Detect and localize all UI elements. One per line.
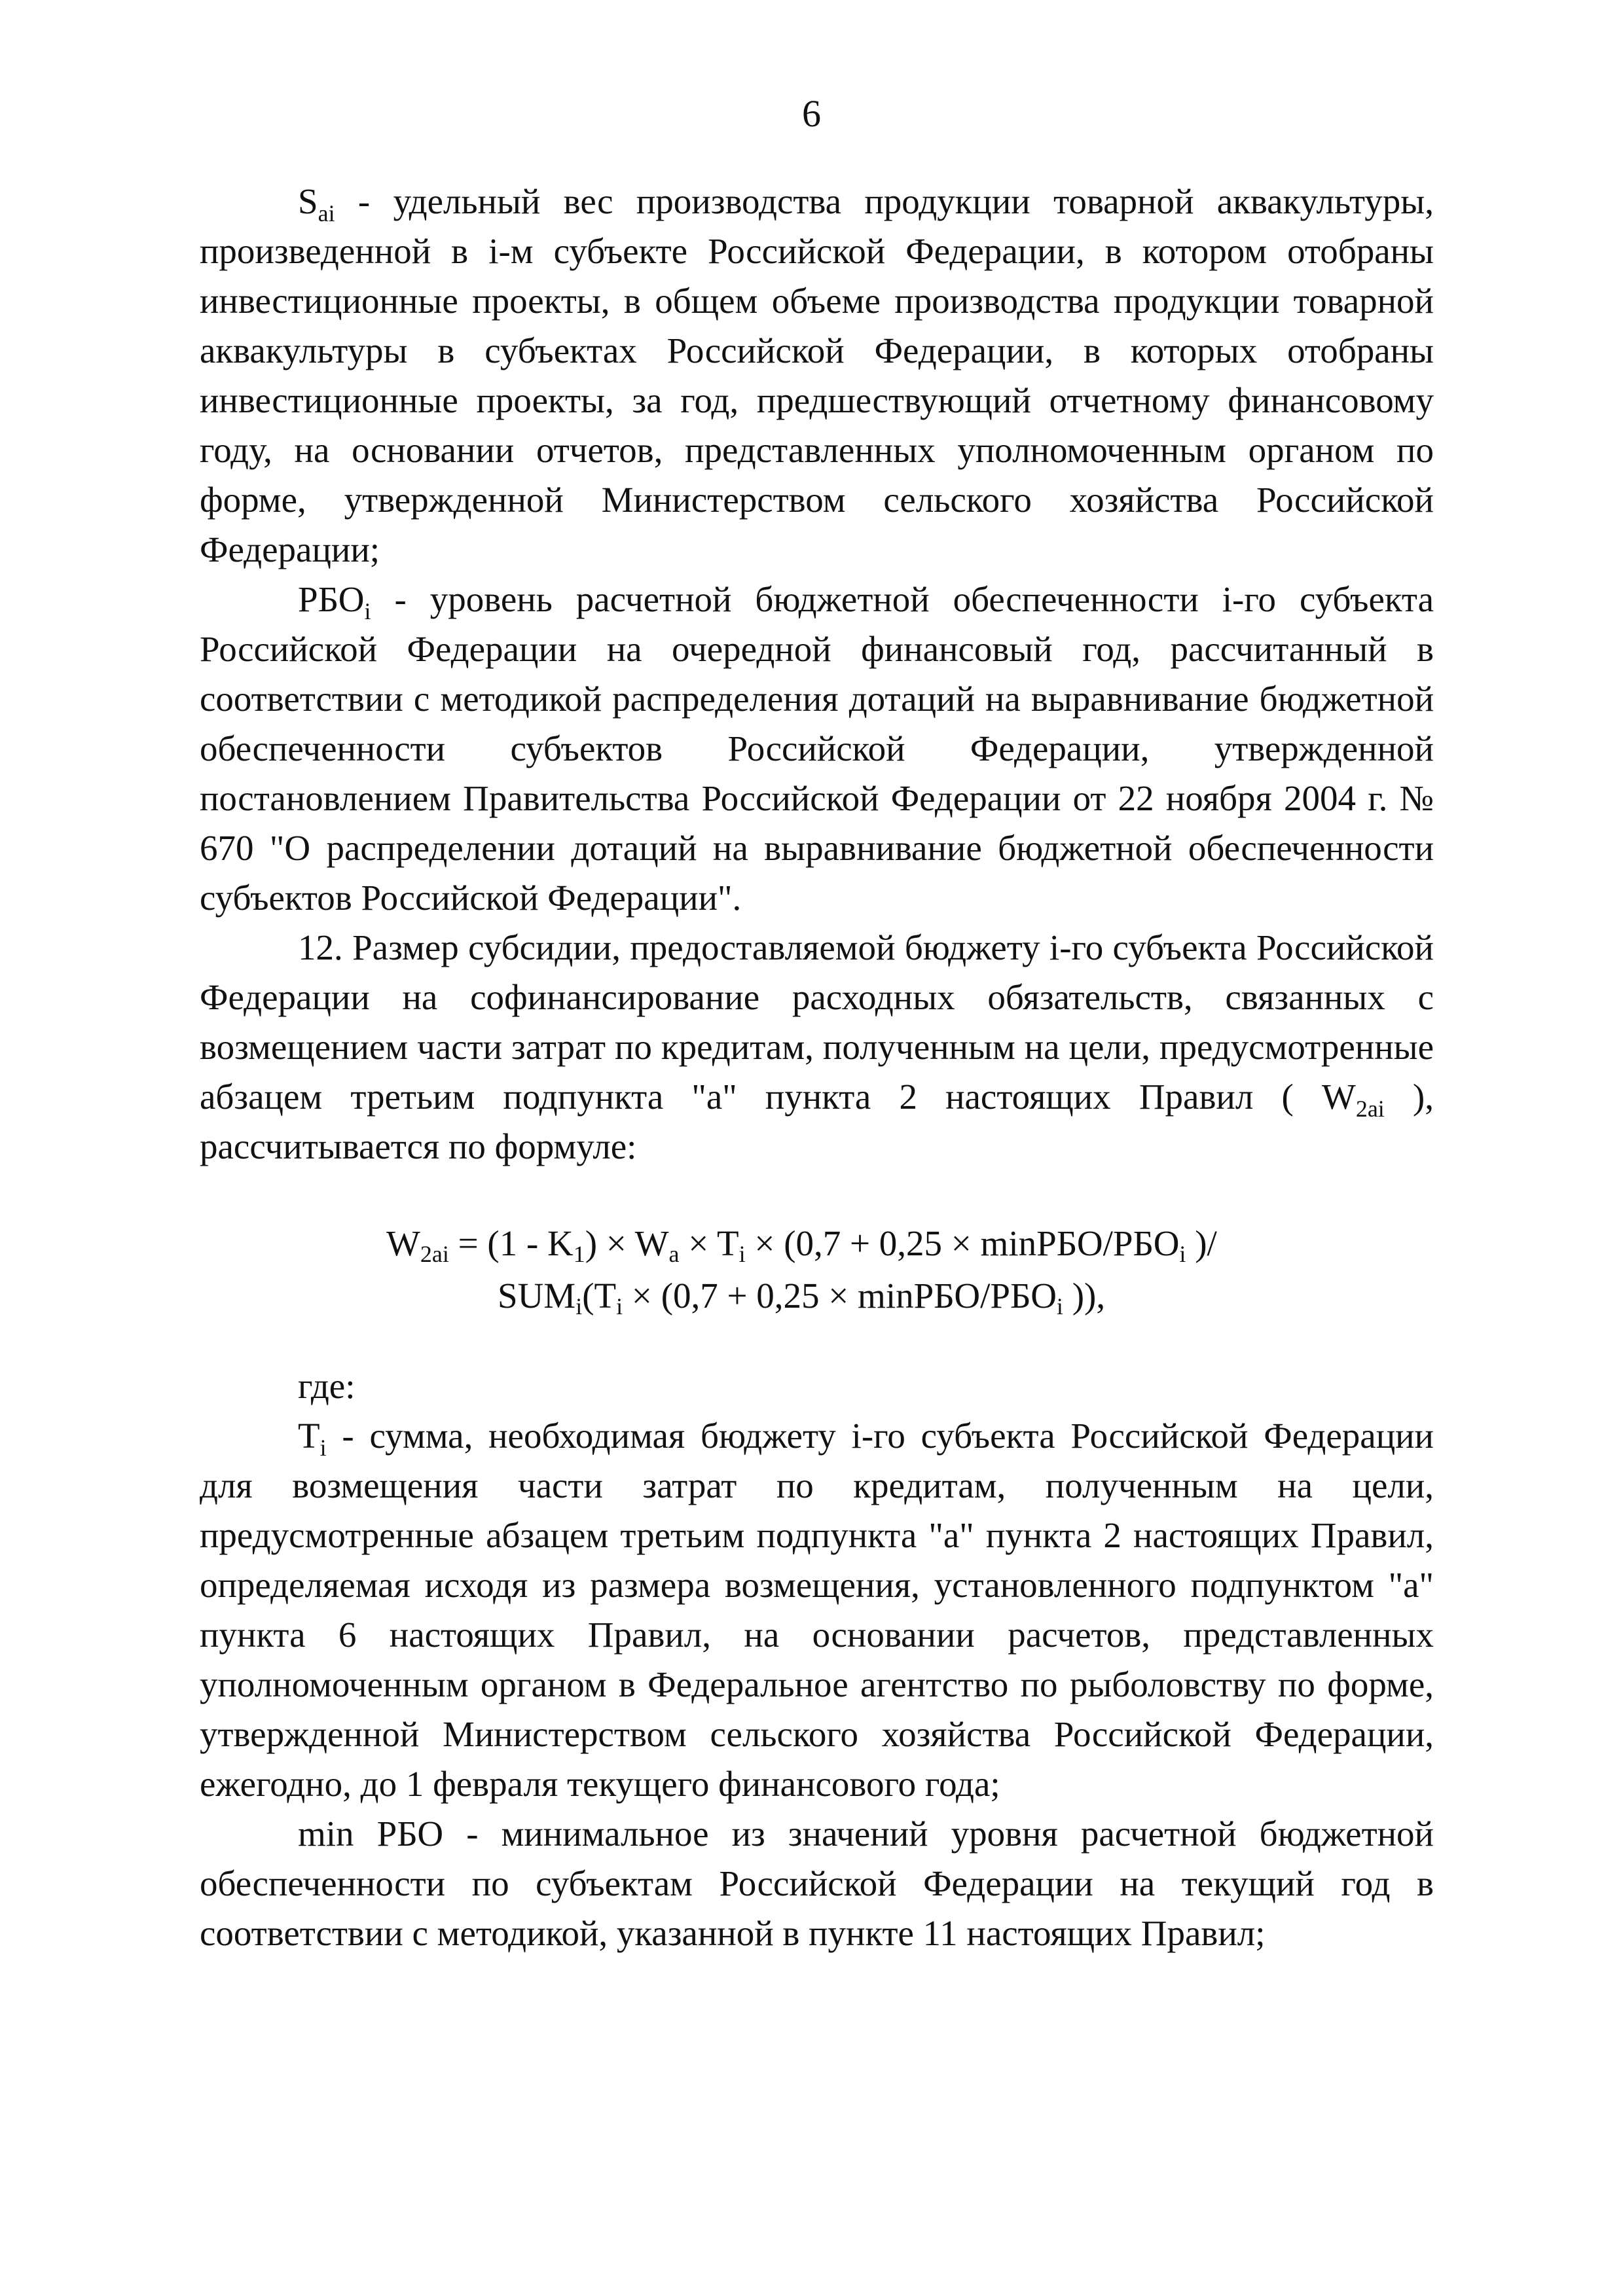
formula-term: = (1 - K: [448, 1223, 574, 1263]
symbol-subscript: i: [319, 1435, 327, 1461]
formula-term: )),: [1063, 1276, 1106, 1316]
page-number: 6: [802, 92, 821, 135]
paragraph-text: - уровень расчетной бюджетной обеспеченности i-го субъекта Российской Федерации на очередной финансовый год, рассчитанный в соответствии с методикой распределения дотаций на выравнивание бюджетной обеспеченности субъектов Российской Федерации, утвержденной постановлением Правительства Российской Федерации от 22 ноября 2004 г. № 670 "О распределении дотаций на выравнивание бюджетной обеспеченности субъектов Российской Федерации".: [200, 579, 1434, 918]
formula-line-1: [200, 1217, 1434, 1270]
symbol-min-rbo: min РБО: [298, 1814, 444, 1854]
formula-term: × (0,7 + 0,25 × minРБО/РБО: [623, 1276, 1057, 1316]
formula-subscript: 1: [573, 1241, 585, 1267]
formula-subscript: i: [575, 1293, 583, 1319]
paragraph-rbo-i: [200, 575, 1434, 923]
formula-subscript: i: [1056, 1293, 1063, 1319]
formula-term: ) × W: [585, 1223, 669, 1263]
symbol-rbo: РБО: [298, 579, 365, 619]
paragraph-text: - минимальное из значений уровня расчетной бюджетной обеспеченности по субъектам Российской Федерации на текущий год в соответствии с методикой, указанной в пункте 11 настоящих Правил;: [200, 1814, 1434, 1953]
paragraph-min-rbo: [200, 1809, 1434, 1958]
formula-subscript: 2ai: [420, 1241, 449, 1267]
paragraph-text: - сумма, необходимая бюджету i-го субъекта Российской Федерации для возмещения части затрат по кредитам, полученным на цели, предусмотренные абзацем третьим подпункта "а" пункта 2 настоящих Правил, определяемая исходя из размера возмещения, установленного подпунктом "а" пункта 6 настоящих Правил, на основании расчетов, представленных уполномоченным органом в Федеральное агентство по рыболовству по форме, утвержденной Министерством сельского хозяйства Российской Федерации, ежегодно, до 1 февраля текущего финансового года;: [200, 1416, 1434, 1804]
paragraph-text: 12. Размер субсидии, предоставляемой бюджету i-го субъекта Российской Федерации на софинансирование расходных обязательств, связанных с возмещением части затрат по кредитам, полученным на цели, предусмотренные абзацем третьим подпункта "а" пункта 2 настоящих Правил ( W: [200, 927, 1434, 1117]
document-body: [200, 177, 1434, 1958]
symbol-subscript: i: [364, 598, 371, 624]
formula-term: )/: [1186, 1223, 1217, 1263]
formula-term: SUM: [498, 1276, 576, 1316]
formula-subscript: i: [739, 1241, 746, 1267]
where-label: где:: [298, 1366, 356, 1406]
symbol-s: S: [298, 181, 318, 221]
paragraph-item-12: [200, 923, 1434, 1172]
paragraph-t-i: [200, 1411, 1434, 1809]
paragraph-text: - удельный вес производства продукции товарной аквакультуры, произведенной в i-м субъекте Российской Федерации, в котором отобраны инвестиционные проекты, в общем объеме производства продукции товарной аквакультуры в субъектах Российской Федерации, в которых отобраны инвестиционные проекты, за год, предшествующий отчетному финансовому году, на основании отчетов, представленных уполномоченным органом по форме, утвержденной Министерством сельского хозяйства Российской Федерации;: [200, 181, 1434, 569]
formula-line-2: [200, 1270, 1434, 1322]
formula-subscript: a: [668, 1241, 680, 1267]
symbol-t: T: [298, 1416, 320, 1456]
formula-subscript: i: [616, 1293, 623, 1319]
paragraph-text: ), рассчитывается по формуле:: [200, 1077, 1434, 1166]
formula: [200, 1217, 1434, 1322]
paragraph-s-ai: [200, 177, 1434, 575]
formula-term: × (0,7 + 0,25 × minРБО/РБО: [745, 1223, 1180, 1263]
symbol-subscript: 2ai: [1355, 1096, 1385, 1122]
formula-term: W: [386, 1223, 420, 1263]
formula-term: × T: [679, 1223, 739, 1263]
formula-term: (T: [582, 1276, 617, 1316]
formula-subscript: i: [1179, 1241, 1186, 1267]
symbol-subscript: ai: [318, 200, 335, 226]
